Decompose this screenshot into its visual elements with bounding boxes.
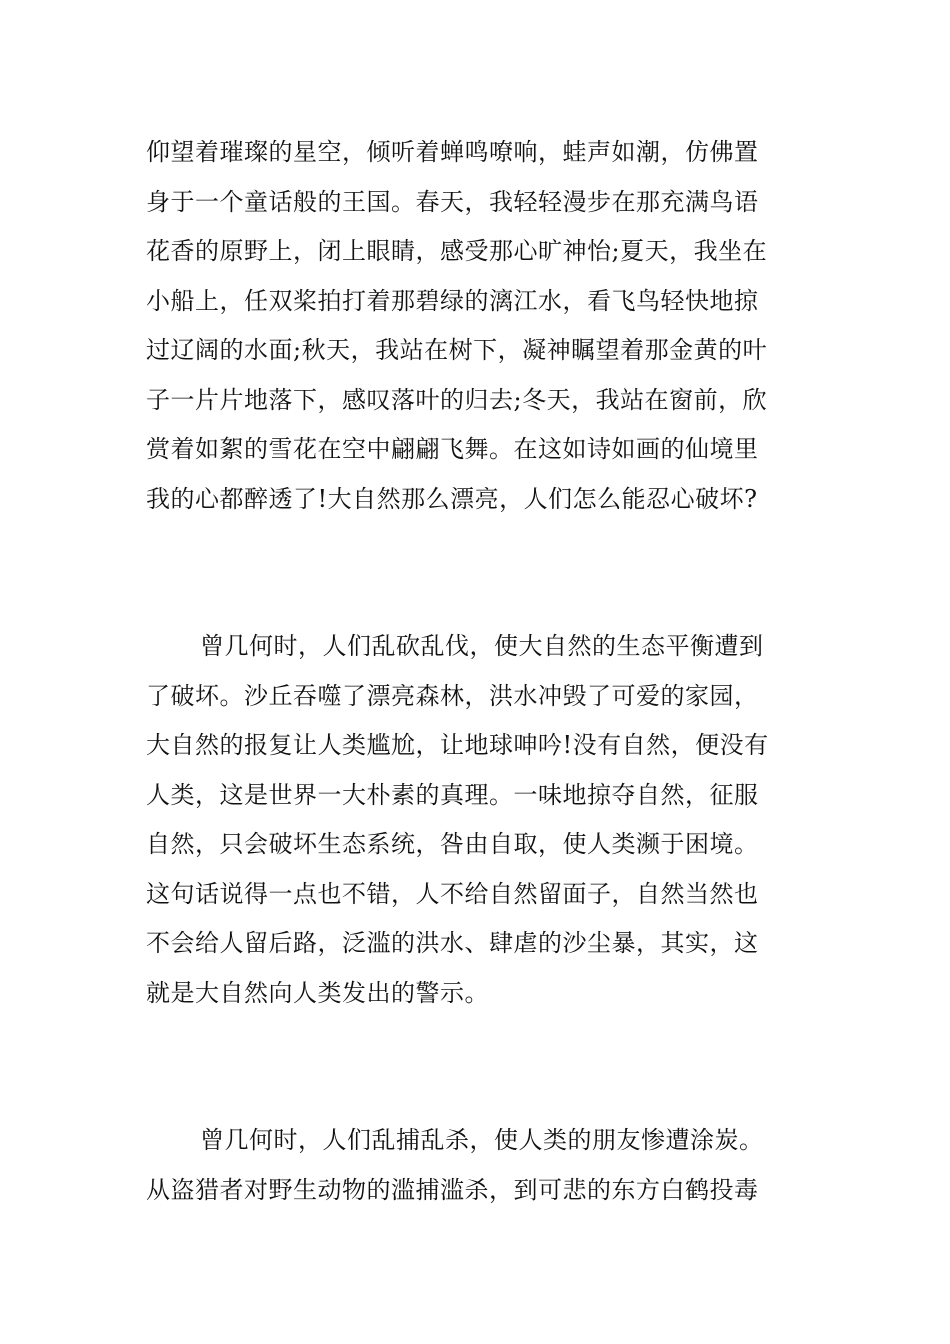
paragraph-line: 不会给人留后路，泛滥的洪水、肆虐的沙尘暴，其实，这 [146, 929, 759, 957]
paragraph-line: 曾几何时，人们乱砍乱伐，使大自然的生态平衡遭到 [200, 632, 764, 660]
paragraph-line: 人类，这是世界一大朴素的真理。一味地掠夺自然，征服 [146, 780, 759, 809]
paragraph-line: 从盗猎者对野生动物的滥捕滥杀，到可悲的东方白鹤投毒 [146, 1175, 759, 1204]
paragraph-3 [146, 1116, 806, 1215]
paragraph-line: 就是大自然向人类发出的警示。 [146, 978, 489, 1007]
paragraph-line: 赏着如絮的雪花在空中翩翩飞舞。在这如诗如画的仙境里 [146, 435, 759, 463]
paragraph-line: 这句话说得一点也不错，人不给自然留面子，自然当然也 [146, 879, 759, 908]
paragraph-line: 过辽阔的水面;秋天，我站在树下，凝神瞩望着那金黄的叶 [146, 336, 768, 364]
paragraph-line: 了破坏。沙丘吞噬了漂亮森林，洪水冲毁了可爱的家园， [146, 681, 759, 710]
paragraph-line: 花香的原野上，闭上眼睛，感受那心旷神怡;夏天，我坐在 [146, 237, 768, 265]
paragraph-line: 大自然的报复让人类尴尬，让地球呻吟!没有自然，便没有 [146, 731, 769, 759]
paragraph-line: 身于一个童话般的王国。春天，我轻轻漫步在那充满鸟语 [146, 187, 759, 216]
paragraph-2 [146, 622, 806, 1018]
paragraph-line: 仰望着璀璨的星空，倾听着蝉鸣嘹响，蛙声如潮，仿佛置 [146, 138, 759, 166]
paragraph-line: 我的心都醉透了!大自然那么漂亮，人们怎么能忍心破坏? [146, 484, 758, 513]
paragraph-line: 曾几何时，人们乱捕乱杀，使人类的朋友惨遭涂炭。 [200, 1126, 764, 1154]
paragraph-line: 自然，只会破坏生态系统，咎由自取，使人类濒于困境。 [146, 830, 759, 858]
paragraph-1 [146, 128, 806, 524]
paragraph-line: 小船上，任双桨拍打着那碧绿的漓江水，看飞鸟轻快地掠 [146, 286, 759, 315]
paragraph-line: 子一片片地落下，感叹落叶的归去;冬天，我站在窗前，欣 [146, 385, 768, 414]
